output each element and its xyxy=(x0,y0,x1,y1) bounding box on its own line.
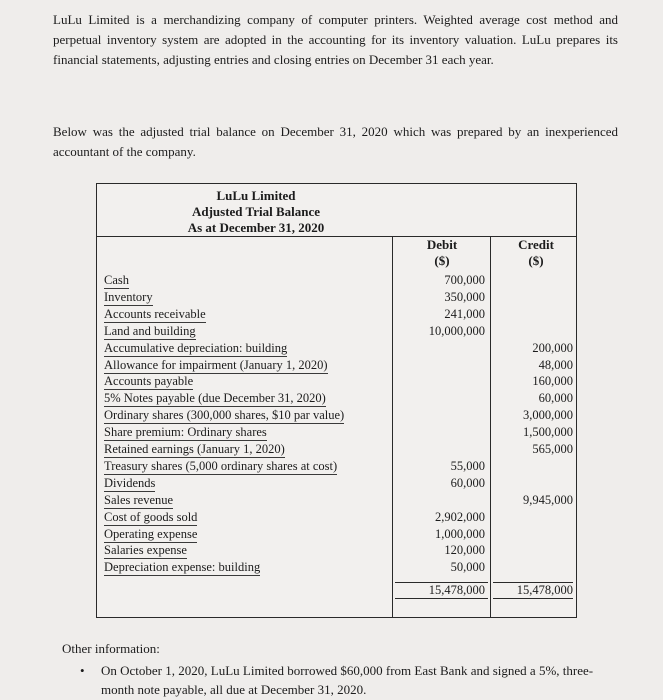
account-name: Accounts receivable xyxy=(104,306,206,321)
trial-balance-heading xyxy=(97,188,415,236)
credit-amount: 48,000 xyxy=(538,357,573,372)
account-name: 5% Notes payable (due December 31, 2020) xyxy=(104,391,326,406)
total-credit: 15,478,000 xyxy=(516,583,573,597)
intro-paragraph: LuLu Limited is a merchandizing company of computer printers. Weighted average cost method and perpetual inventory system are adopted in the accounting for its inventory valuation. LuLu prepares its financial statements, adjusting entries and closing entries on December 31 each year. xyxy=(53,12,618,67)
credit-unit-label: ($) xyxy=(528,253,544,268)
table-row xyxy=(97,272,576,289)
table-row xyxy=(97,509,576,526)
account-name: Sales revenue xyxy=(104,492,174,507)
account-name: Treasury shares (5,000 ordinary shares at cost) xyxy=(104,458,338,473)
table-row xyxy=(97,390,576,407)
account-name: Ordinary shares (300,000 shares, $10 par value) xyxy=(104,408,345,423)
table-row xyxy=(97,357,576,374)
debit-column-header xyxy=(415,237,469,269)
table-row xyxy=(97,306,576,323)
trial-balance-table xyxy=(96,183,577,618)
table-row xyxy=(97,458,576,475)
table-row xyxy=(97,559,576,576)
statement-title: Adjusted Trial Balance xyxy=(191,204,321,219)
table-row xyxy=(97,407,576,424)
account-name: Dividends xyxy=(104,475,156,490)
table-row xyxy=(97,373,576,390)
credit-amount: 200,000 xyxy=(532,340,573,355)
table-row xyxy=(97,475,576,492)
account-name: Operating expense xyxy=(104,526,198,541)
table-row xyxy=(97,340,576,357)
account-name: Inventory xyxy=(104,289,153,304)
debit-amount: 1,000,000 xyxy=(435,526,485,541)
table-row xyxy=(97,323,576,340)
statement-date: As at December 31, 2020 xyxy=(187,220,325,235)
other-information-bullet xyxy=(80,661,620,699)
debit-amount: 241,000 xyxy=(444,306,485,321)
account-name: Depreciation expense: building xyxy=(104,560,261,575)
table-row xyxy=(97,526,576,543)
credit-amount: 160,000 xyxy=(532,374,573,389)
debit-amount: 120,000 xyxy=(444,543,485,558)
bullet-icon: • xyxy=(80,663,85,678)
credit-amount: 3,000,000 xyxy=(523,408,573,423)
lead-paragraph: Below was the adjusted trial balance on December 31, 2020 which was prepared by an inexperienced accountant of the company. xyxy=(53,124,618,159)
account-name: Accounts payable xyxy=(104,374,194,389)
account-name: Land and building xyxy=(104,323,196,338)
credit-column-header xyxy=(497,237,575,269)
table-row xyxy=(97,424,576,441)
table-row xyxy=(97,492,576,509)
credit-header-label: Credit xyxy=(518,237,554,252)
account-name: Share premium: Ordinary shares xyxy=(104,425,267,440)
account-name: Accumulative depreciation: building xyxy=(104,340,288,355)
debit-unit-label: ($) xyxy=(434,253,450,268)
debit-amount: 50,000 xyxy=(450,560,485,575)
total-rule xyxy=(395,598,488,599)
total-debit: 15,478,000 xyxy=(428,583,485,597)
account-name: Salaries expense xyxy=(104,543,187,558)
table-row xyxy=(97,441,576,458)
credit-amount: 60,000 xyxy=(538,391,573,406)
debit-amount: 10,000,000 xyxy=(428,323,485,338)
table-row xyxy=(97,542,576,559)
credit-amount: 9,945,000 xyxy=(523,492,573,507)
account-name: Cash xyxy=(104,273,129,287)
company-name: LuLu Limited xyxy=(216,188,296,203)
credit-amount: 1,500,000 xyxy=(523,425,573,440)
account-name: Allowance for impairment (January 1, 2020) xyxy=(104,357,328,372)
total-rule xyxy=(493,598,573,599)
debit-header-label: Debit xyxy=(426,237,458,252)
debit-amount: 60,000 xyxy=(450,475,485,490)
debit-amount: 700,000 xyxy=(444,273,485,287)
credit-amount: 565,000 xyxy=(532,442,573,456)
account-name: Retained earnings (January 1, 2020) xyxy=(104,442,285,456)
bullet-text: On October 1, 2020, LuLu Limited borrowed $60,000 from East Bank and signed a 5%, three-month note payable, all due at December 31, 2020. xyxy=(101,663,594,697)
other-information-heading: Other information: xyxy=(62,641,160,656)
table-row xyxy=(97,289,576,306)
debit-amount: 55,000 xyxy=(450,458,485,473)
account-name: Cost of goods sold xyxy=(104,509,198,524)
debit-amount: 2,902,000 xyxy=(435,509,485,524)
debit-amount: 350,000 xyxy=(444,289,485,304)
